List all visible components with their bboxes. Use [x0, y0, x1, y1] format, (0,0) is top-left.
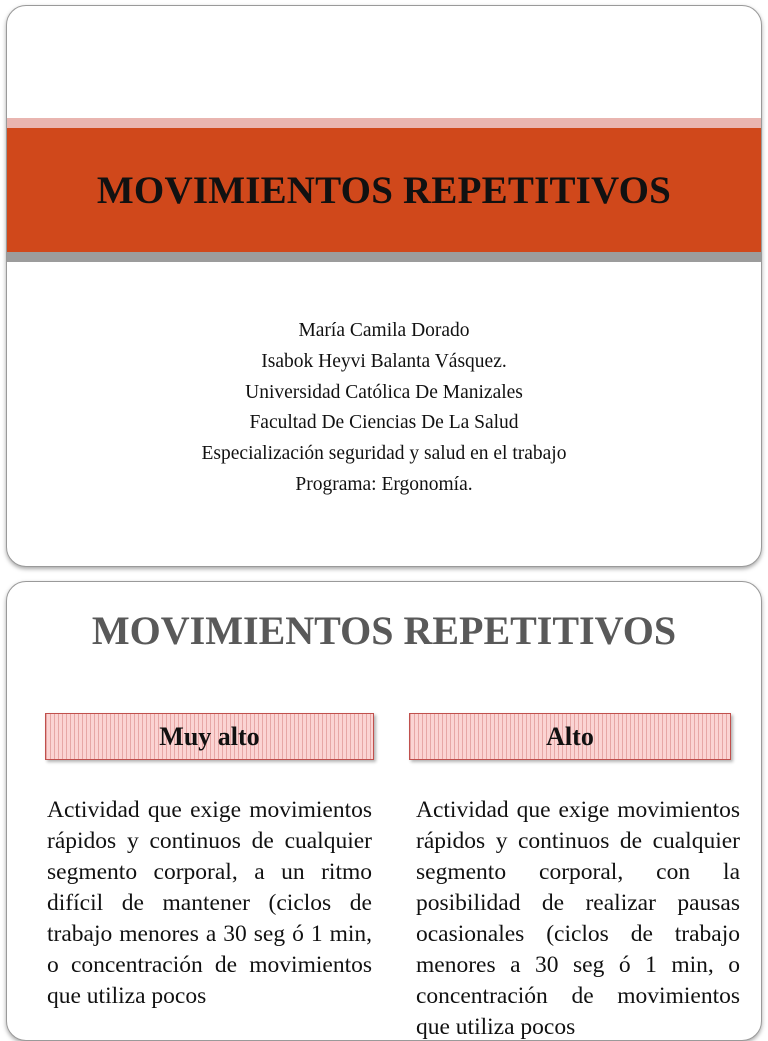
- title-band-bottom-stripe: [7, 252, 761, 262]
- level-heading-muy-alto: Muy alto: [45, 713, 374, 760]
- title-band: [7, 128, 761, 252]
- slide-title: MOVIMIENTOS REPETITIVOS: [91, 608, 677, 653]
- level-heading-alto: Alto: [409, 713, 731, 760]
- content-slide: [6, 581, 762, 1041]
- level-description-muy-alto: Actividad que exige movimientos rápidos y continuos de cualquier segmento corporal, a un ritmo difícil de mantener (ciclos de trabajo menores a 30 seg ó 1 min, o concentración de movimientos que utiliza pocos: [47, 797, 372, 1009]
- level-description-alto: Actividad que exige movimientos rápidos y continuos de cualquier segmento corporal, con la posibilidad de realizar pausas ocasionales (ciclos de trabajo menores a 30 seg ó 1 min, o concentración de movimientos que utiliza pocos: [416, 797, 740, 1040]
- faculty-line: Facultad De Ciencias De La Salud: [249, 412, 519, 434]
- specialization-line: Especialización seguridad y salud en el trabajo: [201, 443, 567, 465]
- title-slide: [6, 5, 762, 567]
- presentation-title: MOVIMIENTOS REPETITIVOS: [96, 168, 672, 212]
- program-line: Programa: Ergonomía.: [295, 473, 473, 495]
- authors-block: [7, 316, 761, 501]
- institution-line: Universidad Católica De Manizales: [245, 381, 523, 403]
- author-line: María Camila Dorado: [298, 320, 470, 341]
- title-band-top-stripe: [7, 118, 761, 128]
- author-line: Isabok Heyvi Balanta Vásquez.: [261, 350, 507, 372]
